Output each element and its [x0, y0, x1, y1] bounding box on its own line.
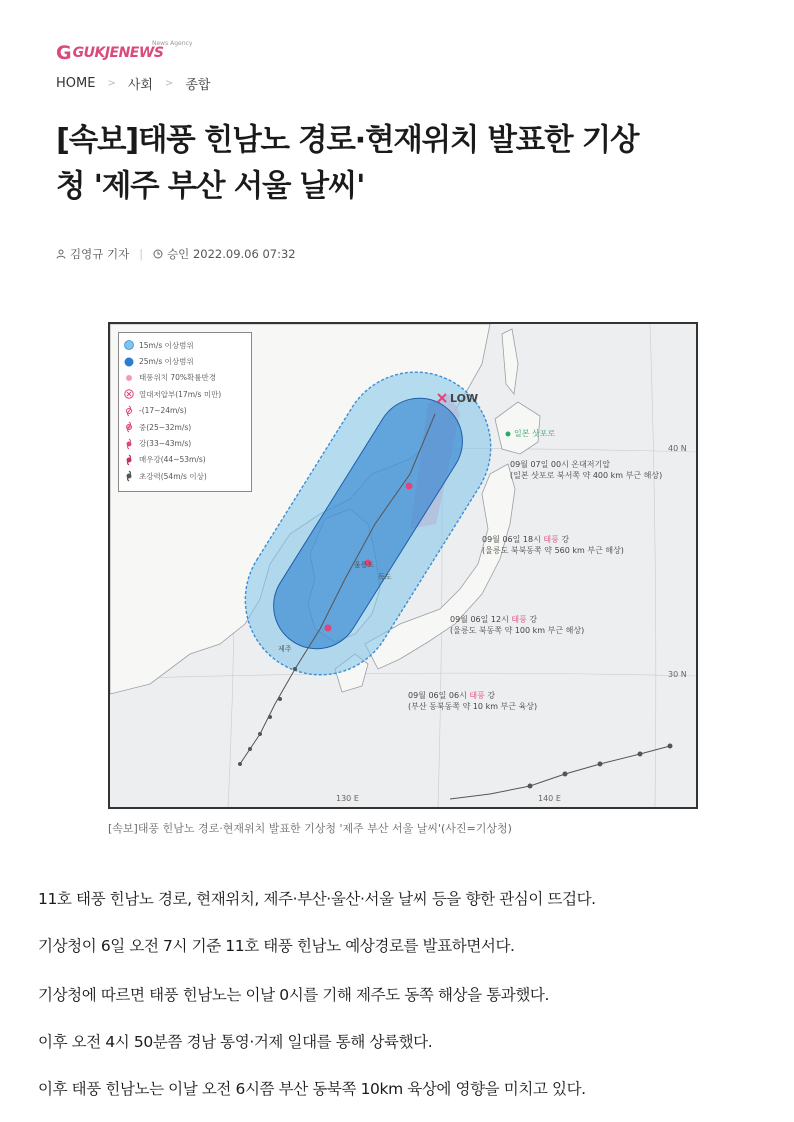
legend-item: [123, 337, 247, 353]
breadcrumb: [56, 74, 210, 93]
annotation-intensity: 강: [526, 615, 538, 624]
lon-130-label: 130 E: [336, 794, 359, 803]
approved-time: 2022.09.06 07:32: [192, 247, 296, 261]
low-label: LOW: [450, 392, 479, 405]
annotation-intensity: 강: [558, 535, 570, 544]
lon-140-label: 140 E: [538, 794, 561, 803]
annotation-strength: 태풍: [543, 535, 559, 544]
annotation-time: 09월 06일 06시: [408, 691, 470, 700]
typhoon-icon: [123, 405, 135, 417]
logo-wordmark: GUKJENEWS: [72, 45, 164, 61]
breadcrumb-home[interactable]: HOME: [56, 76, 96, 91]
legend-item: [123, 468, 247, 484]
legend-label: -(17~24m/s): [139, 406, 187, 416]
article-headline: [56, 118, 776, 210]
logo-mark: G: [56, 42, 71, 64]
annotation-line1: 09월 07일 00시 온대저기압: [510, 460, 610, 469]
annotation-time: 09월 06일 12시: [450, 615, 512, 624]
lat-40-label: 40 N: [668, 444, 687, 453]
legend-label: 태풍위치 70%확률반경: [139, 373, 217, 383]
annotation-strength: 태풍: [469, 691, 485, 700]
author-name[interactable]: 김영규 기자: [70, 247, 130, 261]
light-blue-circle-icon: [123, 339, 135, 351]
headline-line-1: [속보]태풍 힌남노 경로·현재위치 발표한 기상: [56, 123, 639, 158]
jeju-label: 제주: [278, 645, 292, 653]
approved-label: 승인: [167, 247, 190, 261]
user-icon: [56, 249, 66, 259]
legend-item: [123, 452, 247, 468]
annotation-line2: (부산 동북동쪽 약 10 km 부근 육상): [408, 702, 538, 711]
annotation-intensity: 강: [484, 691, 496, 700]
legend-label: 초강력(54m/s 이상): [139, 471, 207, 481]
legend-item: [123, 403, 247, 419]
lat-30-label: 30 N: [668, 670, 687, 679]
legend-item: [123, 386, 247, 402]
site-logo[interactable]: [56, 40, 163, 66]
breadcrumb-society[interactable]: 사회: [127, 78, 153, 93]
ulleungdo-label: 울릉도: [354, 561, 375, 569]
map-legend: [118, 332, 252, 492]
body-paragraph: 기상청이 6일 오전 7시 기준 11호 태풍 힌남노 예상경로를 발표하면서다.: [38, 937, 515, 955]
legend-item: [123, 353, 247, 369]
chevron-right-icon: >: [107, 78, 116, 89]
x-circle-icon: [123, 388, 135, 400]
body-paragraph: 이후 태풍 힌남노는 이날 오전 6시쯤 부산 동북쪽 10km 육상에 영향을 미치고 있다.: [38, 1080, 586, 1098]
dokdo-label: 독도: [378, 573, 392, 581]
sapporo-label: 일본 삿포로: [514, 429, 556, 438]
forecast-annotation-0906-06: [408, 690, 537, 712]
typhoon-track-map: [108, 322, 698, 809]
legend-label: 열대저압부(17m/s 미만): [139, 389, 222, 399]
breadcrumb-general[interactable]: 종합: [185, 78, 211, 93]
body-paragraph: 11호 태풍 힌남노 경로, 현재위치, 제주·부산·울산·서울 날씨 등을 향한 관심이 뜨겁다.: [38, 890, 596, 908]
article-meta: [56, 246, 296, 262]
meta-divider: |: [139, 247, 144, 261]
legend-label: 중(25~32m/s): [139, 422, 192, 432]
annotation-time: 09월 06일 18시: [482, 535, 544, 544]
clock-icon: [153, 249, 163, 259]
legend-label: 15m/s 이상범위: [139, 340, 194, 350]
blue-circle-icon: [123, 356, 135, 368]
typhoon-icon: [123, 421, 135, 433]
image-caption: [속보]태풍 힌남노 경로·현재위치 발표한 기상청 '제주 부산 서울 날씨'(사진=기상청): [108, 822, 512, 835]
annotation-line2: (울릉도 북북동쪽 약 560 km 부근 해상): [482, 546, 624, 555]
logo-tagline: News Agency: [152, 40, 193, 47]
typhoon-icon: [123, 454, 135, 466]
forecast-annotation-0907: [510, 459, 662, 481]
body-paragraph: 기상청에 따르면 태풍 힌남노는 이날 0시를 기해 제주도 동쪽 해상을 통과했다.: [38, 986, 550, 1004]
typhoon-icon: [123, 470, 135, 482]
legend-label: 매우강(44~53m/s): [139, 455, 206, 465]
typhoon-icon: [123, 438, 135, 450]
annotation-line2: (일본 삿포로 북서쪽 약 400 km 부근 해상): [510, 471, 663, 480]
legend-label: 강(33~43m/s): [139, 439, 192, 449]
legend-item: [123, 419, 247, 435]
sapporo-marker: [506, 432, 511, 437]
legend-label: 25m/s 이상범위: [139, 357, 194, 367]
forecast-annotation-0906-12: [450, 614, 584, 636]
annotation-line2: (울릉도 북동쪽 약 100 km 부근 해상): [450, 626, 585, 635]
legend-item: [123, 435, 247, 451]
pink-dot-icon: [123, 372, 135, 384]
headline-line-2: 청 '제주 부산 서울 날씨': [56, 169, 365, 204]
chevron-right-icon: >: [164, 78, 174, 89]
forecast-annotation-0906-18: [482, 534, 624, 556]
body-paragraph: 이후 오전 4시 50분쯤 경남 통영·거제 일대를 통해 상륙했다.: [38, 1033, 433, 1051]
annotation-strength: 태풍: [511, 615, 527, 624]
legend-item: [123, 370, 247, 386]
